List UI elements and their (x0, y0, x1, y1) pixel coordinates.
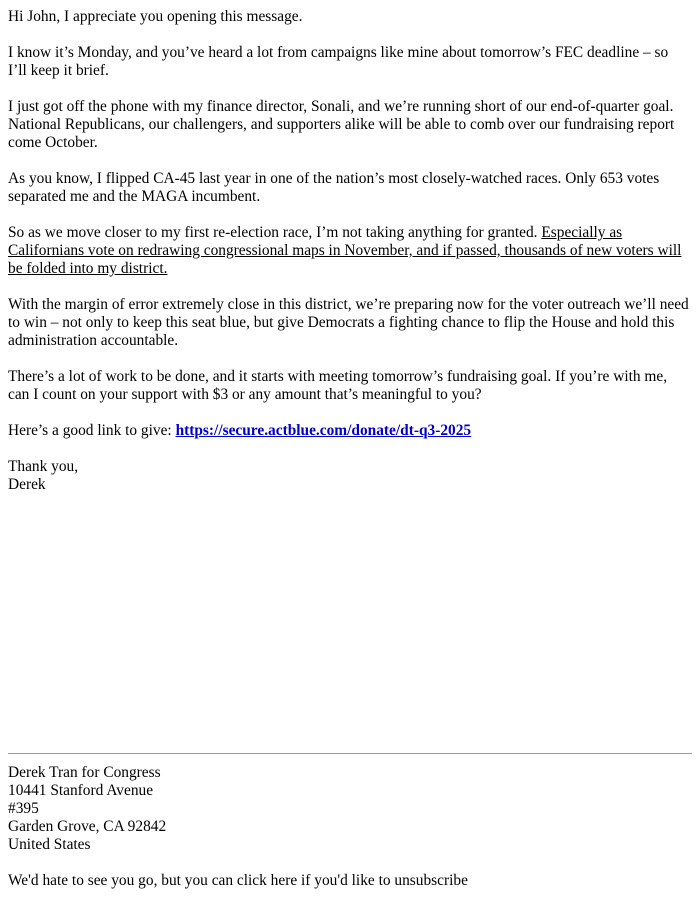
email-body (8, 8, 690, 512)
paragraph-reelection (8, 224, 690, 278)
redistricting-link[interactable]: Especially as Californians vote on redrawing congressional maps in November, and if passed, thousands of new voters will be folded into my district. (8, 224, 682, 277)
footer-divider (8, 753, 692, 754)
paragraph-work: There’s a lot of work to be done, and it starts with meeting tomorrow’s fundraising goal. If you’re with me, can I count on your support with $3 or any amount that’s meaningful to you? (8, 368, 668, 403)
paragraph-deadline: I know it’s Monday, and you’ve heard a lot from campaigns like mine about tomorrow’s FEC deadline – so I’ll keep it brief. (8, 44, 669, 79)
unsubscribe-link[interactable]: We'd hate to see you go, but you can click here if you'd like to unsubscribe (8, 872, 468, 889)
greeting: Hi John, I appreciate you opening this message. (8, 8, 303, 25)
footer (8, 764, 690, 890)
footer-country: United States (8, 836, 91, 853)
donate-intro: Here’s a good link to give: (8, 422, 176, 439)
paragraph-margin: With the margin of error extremely close in this district, we’re preparing now for the voter outreach we’ll need to win – not only to keep this seat blue, but give Democrats a fighting chance to flip the House and hold this administration accountable. (8, 296, 689, 349)
footer-street: 10441 Stanford Avenue (8, 782, 154, 799)
sign-off (8, 458, 690, 494)
donate-link[interactable]: https://secure.actblue.com/donate/dt-q3-2025 (175, 422, 472, 439)
paragraph-flipped: As you know, I flipped CA-45 last year in one of the nation’s most closely-watched races. Only 653 votes separated me and the MAGA incumbent. (8, 170, 660, 205)
closing: Thank you, (8, 458, 79, 475)
signature: Derek (8, 476, 46, 493)
paragraph-donate (8, 422, 690, 440)
paragraph-finance: I just got off the phone with my finance director, Sonali, and we’re running short of our end-of-quarter goal. National Republicans, our challengers, and supporters alike will be able to comb over our fundraising report come October. (8, 98, 675, 151)
reelection-text: So as we move closer to my first re-election race, I’m not taking anything for granted. (8, 224, 542, 241)
footer-suite: #395 (8, 800, 39, 817)
footer-org: Derek Tran for Congress (8, 764, 161, 781)
footer-city-state-zip: Garden Grove, CA 92842 (8, 818, 167, 835)
